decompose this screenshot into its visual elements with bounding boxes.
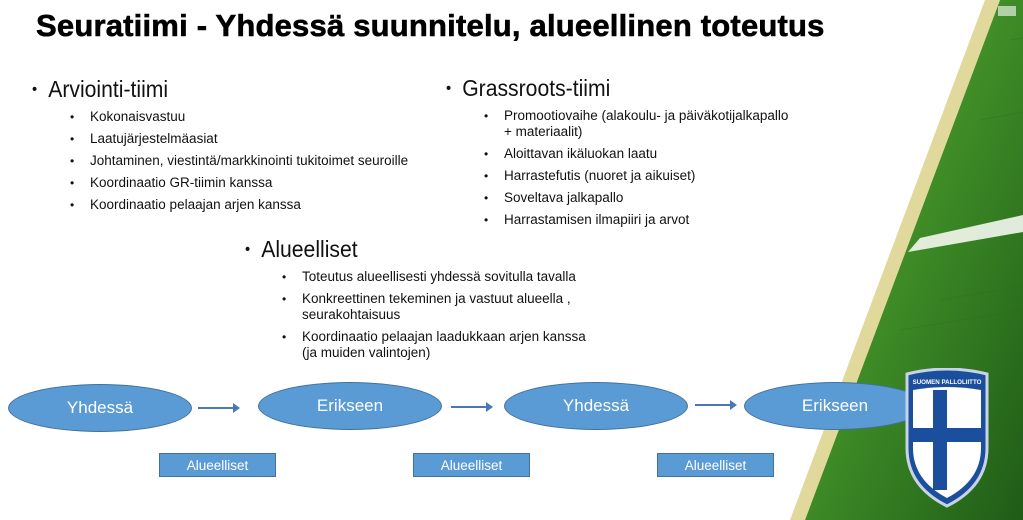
list-item: • Kokonaisvastuu: [70, 109, 186, 124]
crest-text: SUOMEN PALLOLIITTO: [912, 379, 982, 386]
section-alueelliset: [245, 236, 592, 367]
section-heading: Arviointi-tiimi: [48, 76, 169, 102]
flow-step-erikseen: Erikseen: [744, 382, 926, 430]
list-item: • Harrastamisen ilmapiiri ja arvot: [484, 212, 690, 227]
bullet-icon: •: [245, 241, 251, 258]
list-item: • Aloittavan ikäluokan laatu: [484, 146, 658, 161]
tag-alueelliset: Alueelliset: [657, 453, 774, 477]
list-item: • Laatujärjestelmäasiat: [70, 131, 218, 146]
flow-step-yhdessa: Yhdessä: [504, 382, 688, 430]
flow-step-yhdessa: Yhdessä: [8, 384, 192, 432]
flow-arrow-icon: [695, 404, 735, 406]
tag-alueelliset: Alueelliset: [159, 453, 276, 477]
list-item: • Koordinaatio pelaajan arjen kanssa: [70, 197, 301, 212]
list-item: • Soveltava jalkapallo: [484, 190, 624, 205]
section-grassroots-tiimi: [446, 75, 794, 234]
flow-step-erikseen: Erikseen: [258, 382, 442, 430]
section-heading: Alueelliset: [261, 236, 358, 262]
bullet-icon: •: [446, 80, 452, 97]
list-item: • Konkreettinen tekeminen ja vastuut alueella , seurakohtaisuus: [282, 291, 571, 322]
section-heading: Grassroots-tiimi: [462, 75, 611, 101]
flow-arrow-icon: [198, 407, 238, 409]
list-item: • Johtaminen, viestintä/markkinointi tukitoimet seuroille: [70, 153, 409, 168]
page-title: Seuratiimi - Yhdessä suunnitelu, alueellinen toteutus: [36, 8, 825, 43]
list-item: • Koordinaatio pelaajan laadukkaan arjen kanssa (ja muiden valintojen): [282, 329, 586, 360]
section-arviointi-tiimi: [32, 76, 408, 219]
bullet-icon: •: [32, 81, 38, 98]
list-item: • Koordinaatio GR-tiimin kanssa: [70, 175, 273, 190]
tag-alueelliset: Alueelliset: [413, 453, 530, 477]
palloliitto-crest-icon: [903, 368, 991, 508]
list-item: • Harrastefutis (nuoret ja aikuiset): [484, 168, 696, 183]
list-item: • Toteutus alueellisesti yhdessä sovitulla tavalla: [282, 269, 576, 284]
flow-arrow-icon: [451, 406, 491, 408]
list-item: • Promootiovaihe (alakoulu- ja päiväkotijalkapallo + materiaalit): [484, 108, 789, 139]
